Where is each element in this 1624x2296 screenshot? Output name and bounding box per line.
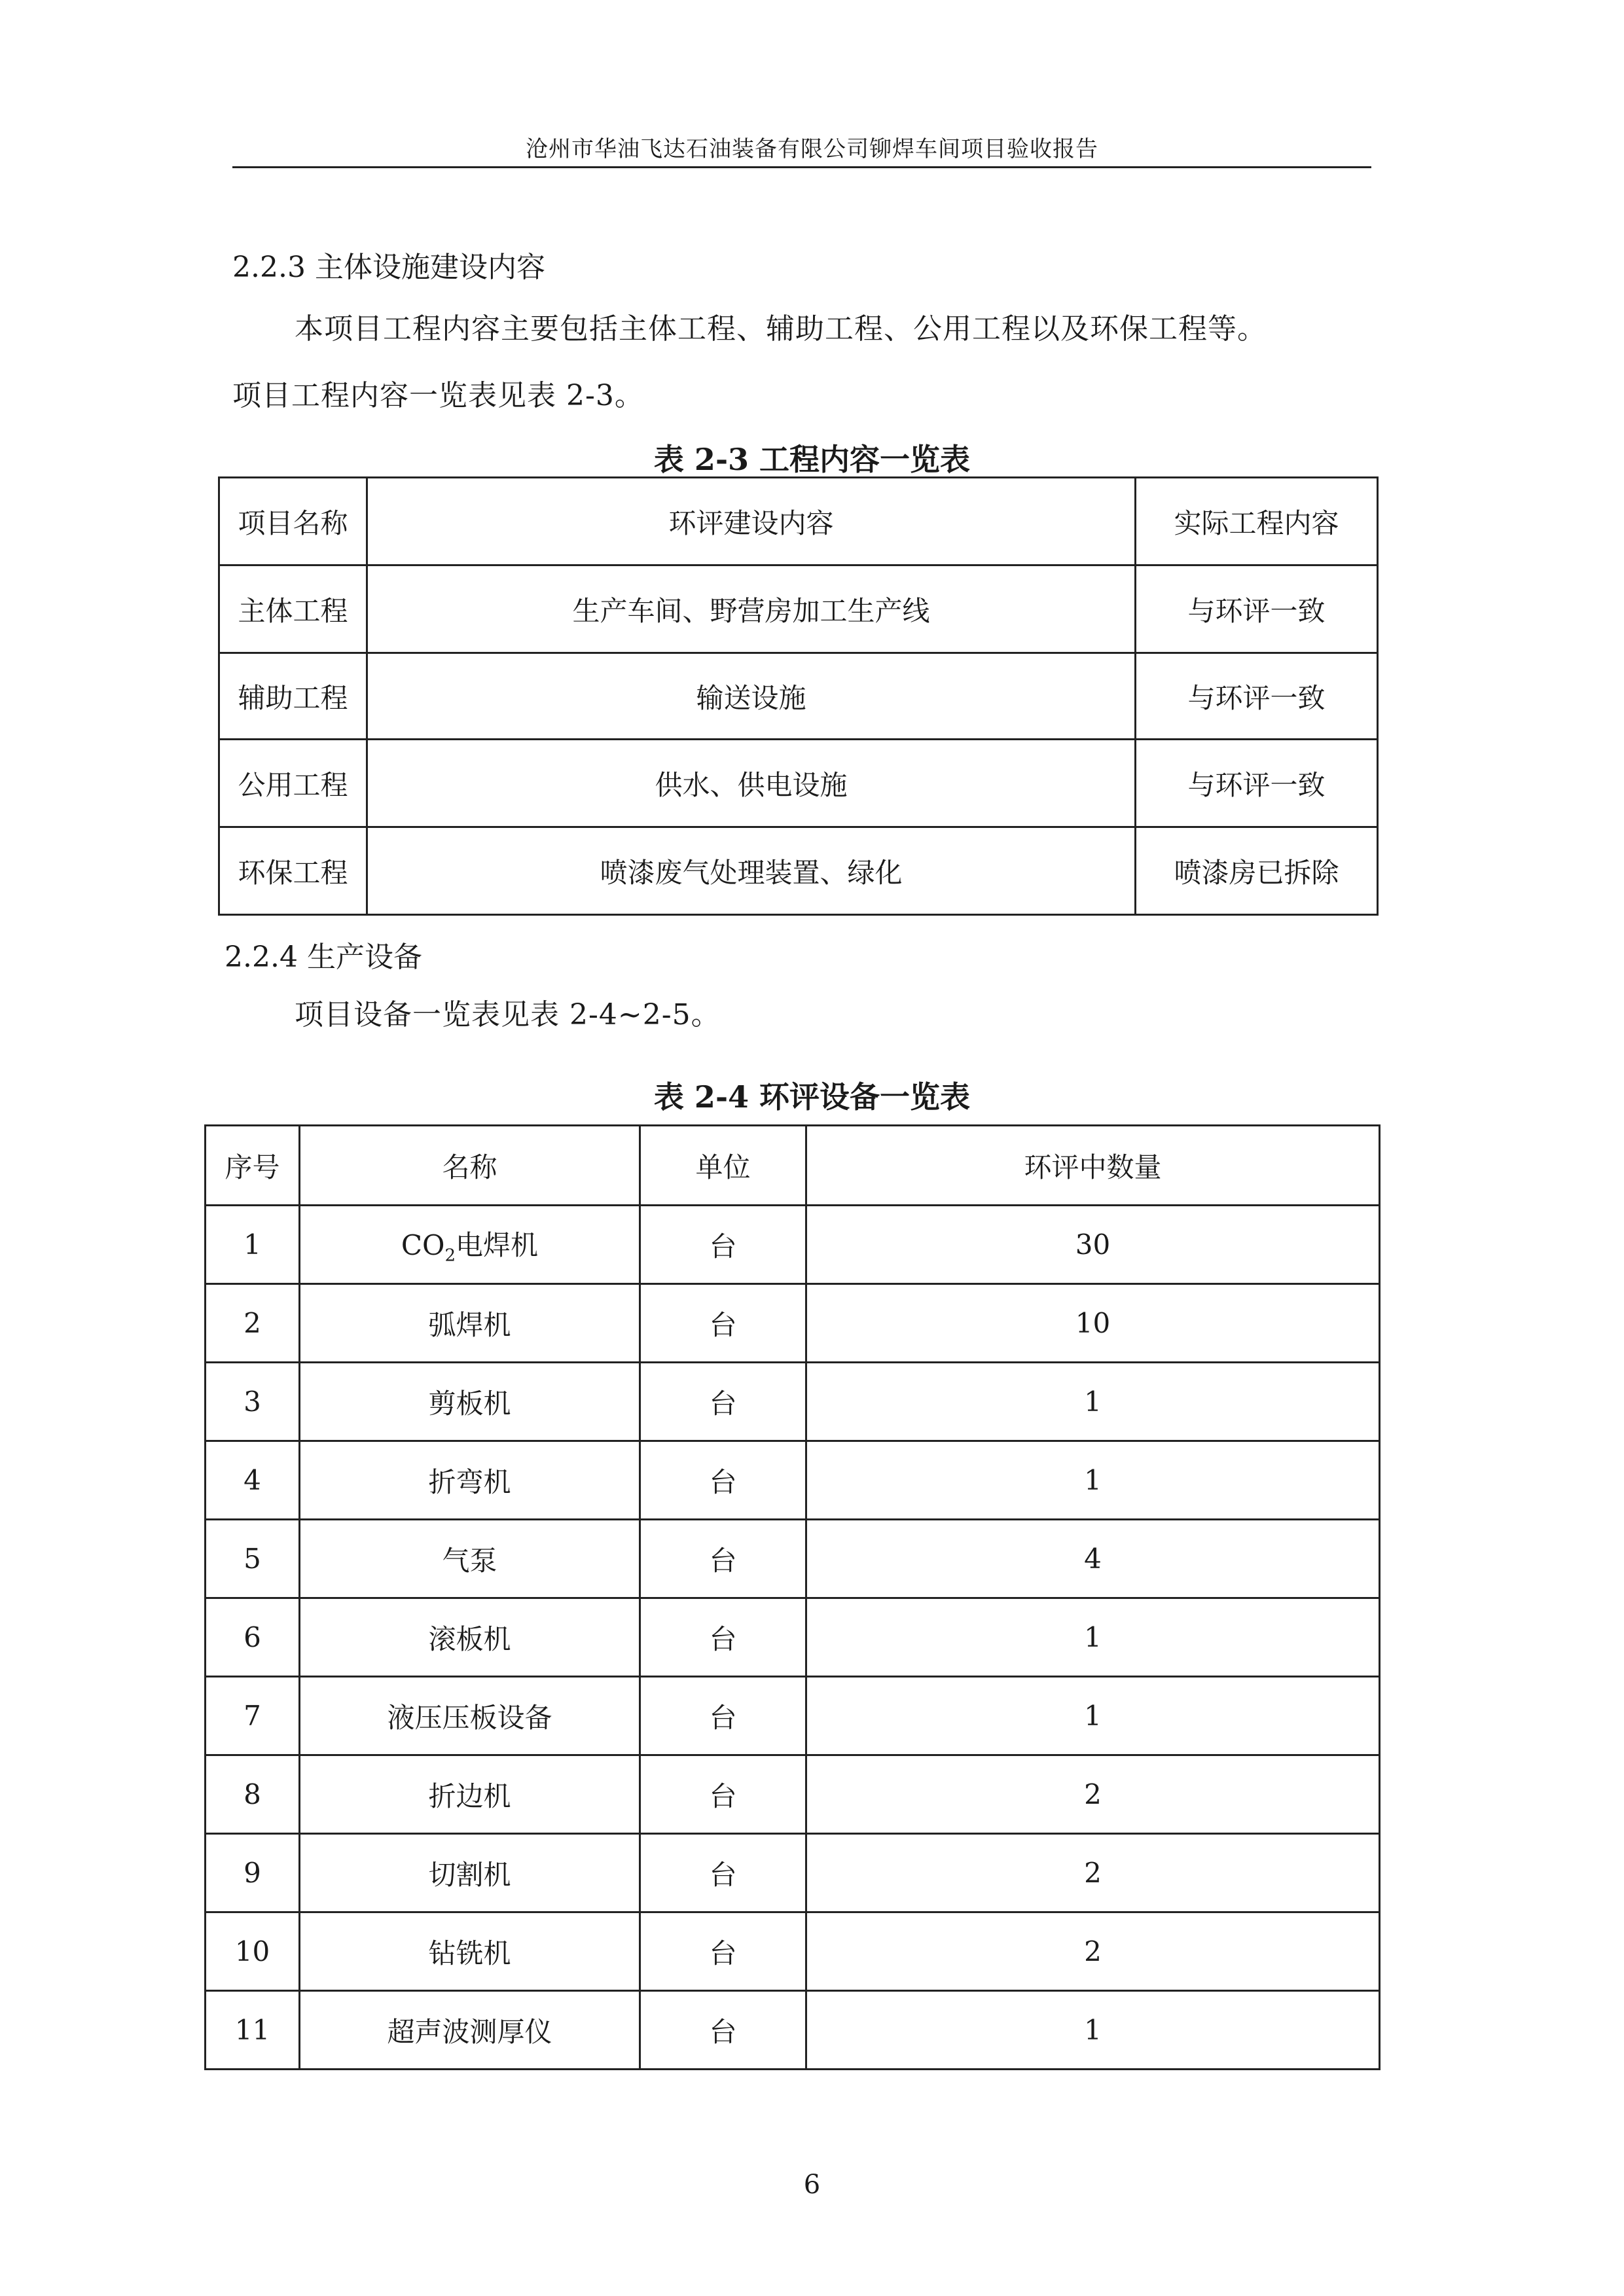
table-23 — [218, 476, 1379, 916]
table-24-cell-co2-welder — [300, 1206, 640, 1284]
table-24-cell: 钻铣机 — [300, 1912, 640, 1991]
table-24-cell: 8 — [206, 1755, 300, 1834]
table-23-cell: 输送设施 — [367, 653, 1136, 740]
table-24-cell: 5 — [206, 1520, 300, 1598]
table-24-row — [206, 1598, 1380, 1677]
table-24-cell: 1 — [806, 1677, 1380, 1755]
table-24-cell: 1 — [806, 1991, 1380, 2070]
table-24-cell: 剪板机 — [300, 1363, 640, 1441]
co2-base: CO — [401, 1229, 445, 1261]
table-24-cell: 2 — [206, 1284, 300, 1363]
table-24-cell: 6 — [206, 1598, 300, 1677]
table-24-cell: 弧焊机 — [300, 1284, 640, 1363]
table-24-header: 名称 — [300, 1126, 640, 1206]
table-24-row — [206, 1755, 1380, 1834]
table-23-cell: 公用工程 — [219, 740, 367, 827]
section-223-line2: 项目工程内容一览表见表 2-3。 — [232, 379, 644, 412]
table-24-row — [206, 1991, 1380, 2070]
table-24-cell: 9 — [206, 1834, 300, 1912]
table-24-cell: 气泵 — [300, 1520, 640, 1598]
table-24-cell: 2 — [806, 1912, 1380, 1991]
table-24-cell: 台 — [640, 1991, 806, 2070]
table-24-cell: 台 — [640, 1677, 806, 1755]
table-23-cell: 与环评一致 — [1136, 565, 1378, 653]
table-23-caption: 表 2-3 工程内容一览表 — [653, 442, 971, 477]
table-24-cell: 1 — [806, 1598, 1380, 1677]
table-24-cell: 超声波测厚仪 — [300, 1991, 640, 2070]
table-24-cell: 台 — [640, 1363, 806, 1441]
table-23-row — [219, 740, 1378, 827]
table-24-cell: 1 — [806, 1441, 1380, 1520]
table-24-cell: 2 — [806, 1834, 1380, 1912]
table-24-cell: 1 — [806, 1363, 1380, 1441]
table-24-row — [206, 1912, 1380, 1991]
table-23-row — [219, 653, 1378, 740]
page-number: 6 — [803, 2170, 821, 2200]
table-24-cell: 台 — [640, 1755, 806, 1834]
table-23-header: 项目名称 — [219, 478, 367, 565]
table-24-cell: 折边机 — [300, 1755, 640, 1834]
co2-rest: 电焊机 — [456, 1229, 539, 1261]
table-23-header-row — [219, 478, 1378, 565]
table-24-cell: 台 — [640, 1284, 806, 1363]
table-23-cell: 供水、供电设施 — [367, 740, 1136, 827]
table-24-cell: 液压压板设备 — [300, 1677, 640, 1755]
table-24-row — [206, 1677, 1380, 1755]
header-rule — [232, 166, 1371, 168]
table-23-header: 环评建设内容 — [367, 478, 1136, 565]
table-24-cell: 台 — [640, 1598, 806, 1677]
table-24-header: 单位 — [640, 1126, 806, 1206]
page-header: 沧州市华油飞达石油装备有限公司铆焊车间项目验收报告 — [526, 136, 1098, 162]
table-23-cell: 主体工程 — [219, 565, 367, 653]
table-24-cell: 台 — [640, 1520, 806, 1598]
table-24-cell: 7 — [206, 1677, 300, 1755]
table-23-cell: 生产车间、野营房加工生产线 — [367, 565, 1136, 653]
table-24-row — [206, 1206, 1380, 1284]
table-24-cell: 折弯机 — [300, 1441, 640, 1520]
table-23-row — [219, 565, 1378, 653]
table-24-row — [206, 1834, 1380, 1912]
table-24-header-row — [206, 1126, 1380, 1206]
table-23-cell: 环保工程 — [219, 827, 367, 915]
table-24-row — [206, 1363, 1380, 1441]
section-224-line1: 项目设备一览表见表 2-4~2-5。 — [295, 998, 721, 1031]
table-24-cell: 滚板机 — [300, 1598, 640, 1677]
table-23-cell: 与环评一致 — [1136, 653, 1378, 740]
table-23-header: 实际工程内容 — [1136, 478, 1378, 565]
table-24-header: 环评中数量 — [806, 1126, 1380, 1206]
table-24-cell: 台 — [640, 1441, 806, 1520]
table-24-cell: 11 — [206, 1991, 300, 2070]
table-24-cell: 台 — [640, 1834, 806, 1912]
table-24-cell: 10 — [206, 1912, 300, 1991]
table-24-cell: 30 — [806, 1206, 1380, 1284]
table-23-cell: 辅助工程 — [219, 653, 367, 740]
table-24-cell: 台 — [640, 1206, 806, 1284]
table-23-cell: 喷漆废气处理装置、绿化 — [367, 827, 1136, 915]
table-24-cell: 3 — [206, 1363, 300, 1441]
table-24-row — [206, 1441, 1380, 1520]
table-24-cell: 10 — [806, 1284, 1380, 1363]
co2-subscript: 2 — [444, 1246, 456, 1266]
section-224-heading: 2.2.4 生产设备 — [225, 941, 422, 974]
table-23-cell: 与环评一致 — [1136, 740, 1378, 827]
table-24-cell: 4 — [206, 1441, 300, 1520]
table-24-caption: 表 2-4 环评设备一览表 — [653, 1079, 971, 1115]
table-24-cell: 切割机 — [300, 1834, 640, 1912]
table-24-header: 序号 — [206, 1126, 300, 1206]
table-24-row — [206, 1520, 1380, 1598]
section-223-heading: 2.2.3 主体设施建设内容 — [232, 251, 545, 284]
table-24 — [204, 1124, 1380, 2070]
table-24-cell: 4 — [806, 1520, 1380, 1598]
table-23-cell: 喷漆房已拆除 — [1136, 827, 1378, 915]
table-23-row — [219, 827, 1378, 915]
table-24-cell: 台 — [640, 1912, 806, 1991]
table-24-cell: 2 — [806, 1755, 1380, 1834]
table-24-cell: 1 — [206, 1206, 300, 1284]
table-24-row — [206, 1284, 1380, 1363]
section-223-line1: 本项目工程内容主要包括主体工程、辅助工程、公用工程以及环保工程等。 — [295, 312, 1267, 346]
